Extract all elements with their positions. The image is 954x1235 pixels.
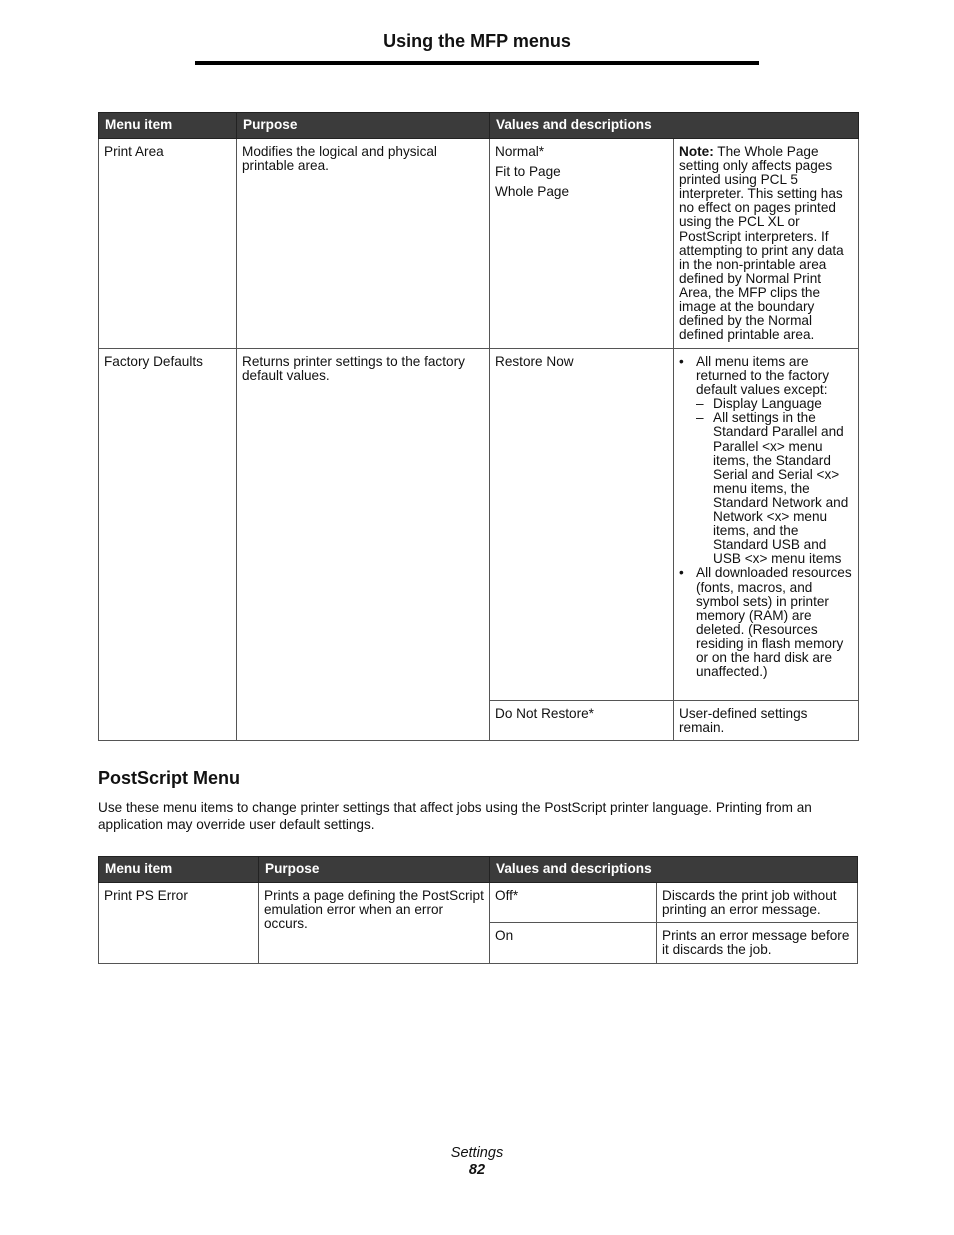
table-row bbox=[99, 139, 859, 349]
note-label: Note: bbox=[679, 144, 714, 159]
table-row bbox=[99, 349, 859, 701]
page-footer bbox=[0, 1145, 954, 1179]
menu-item-cell: Print Area bbox=[99, 139, 237, 349]
col-header-purpose: Purpose bbox=[237, 113, 490, 139]
purpose-cell: Prints a page defining the PostScript emulation error when an error occurs. bbox=[259, 883, 490, 964]
menu-item-cell: Print PS Error bbox=[99, 883, 259, 964]
col-header-values: Values and descriptions bbox=[490, 113, 859, 139]
section-intro: Use these menu items to change printer settings that affect jobs using the PostScript printer language. Printing from an application may override user default settings. bbox=[98, 800, 812, 832]
description-cell: User-defined settings remain. bbox=[674, 701, 859, 741]
list-item bbox=[679, 355, 853, 566]
col-header-menu-item: Menu item bbox=[99, 113, 237, 139]
note-text: The Whole Page setting only affects pages printed using PCL 5 interpreter. This setting has no effect on pages printed using the PCL XL or PostScript interpreters. If attempting to print any data in the non-printable area defined by Normal Print Area, the MFP clips the image at the boundary defined by the Normal defined printable area. bbox=[679, 144, 844, 343]
bullet-text: All menu items are returned to the factory default values except: bbox=[696, 354, 829, 398]
bullet-list bbox=[679, 355, 853, 679]
values-cell bbox=[490, 139, 674, 349]
value-cell: Do Not Restore* bbox=[490, 701, 674, 741]
menu-item-cell: Factory Defaults bbox=[99, 349, 237, 741]
table-row bbox=[99, 883, 858, 923]
value-cell: On bbox=[490, 923, 657, 964]
purpose-cell: Modifies the logical and physical printable area. bbox=[237, 139, 490, 349]
postscript-menu-table bbox=[98, 856, 858, 964]
value-option: Whole Page bbox=[495, 184, 570, 199]
value-cell: Restore Now bbox=[490, 349, 674, 701]
purpose-cell: Returns printer settings to the factory default values. bbox=[237, 349, 490, 741]
list-item: – All settings in the Standard Parallel and Parallel <x> menu items, the Standard Serial and Serial <x> menu items, the Standard Network and Network <x> menu items, and the Standard USB and USB <x> menu items bbox=[696, 411, 853, 566]
print-area-table bbox=[98, 112, 859, 741]
section-title: PostScript Menu bbox=[98, 768, 241, 788]
description-cell bbox=[674, 139, 859, 349]
list-item: • All downloaded resources (fonts, macros, and symbol sets) in printer memory (RAM) are deleted. (Resources residing in flash memory or on the hard disk are unaffected.) bbox=[679, 566, 853, 679]
col-header-values: Values and descriptions bbox=[490, 857, 858, 883]
table-header-row bbox=[99, 857, 858, 883]
description-cell bbox=[674, 349, 859, 701]
col-header-menu-item: Menu item bbox=[99, 857, 259, 883]
value-cell: Off* bbox=[490, 883, 657, 923]
dash-list bbox=[696, 397, 853, 566]
header-rule bbox=[195, 61, 759, 65]
description-cell: Discards the print job without printing an error message. bbox=[657, 883, 858, 923]
list-item: – Display Language bbox=[696, 397, 853, 411]
value-option: Normal* bbox=[495, 144, 545, 159]
page-header-title: Using the MFP menus bbox=[383, 31, 571, 51]
description-cell: Prints an error message before it discards the job. bbox=[657, 923, 858, 964]
col-header-purpose: Purpose bbox=[259, 857, 490, 883]
page-number: 82 bbox=[468, 1162, 486, 1178]
footer-section-name: Settings bbox=[450, 1145, 504, 1161]
table-header-row bbox=[99, 113, 859, 139]
value-option: Fit to Page bbox=[495, 164, 561, 179]
